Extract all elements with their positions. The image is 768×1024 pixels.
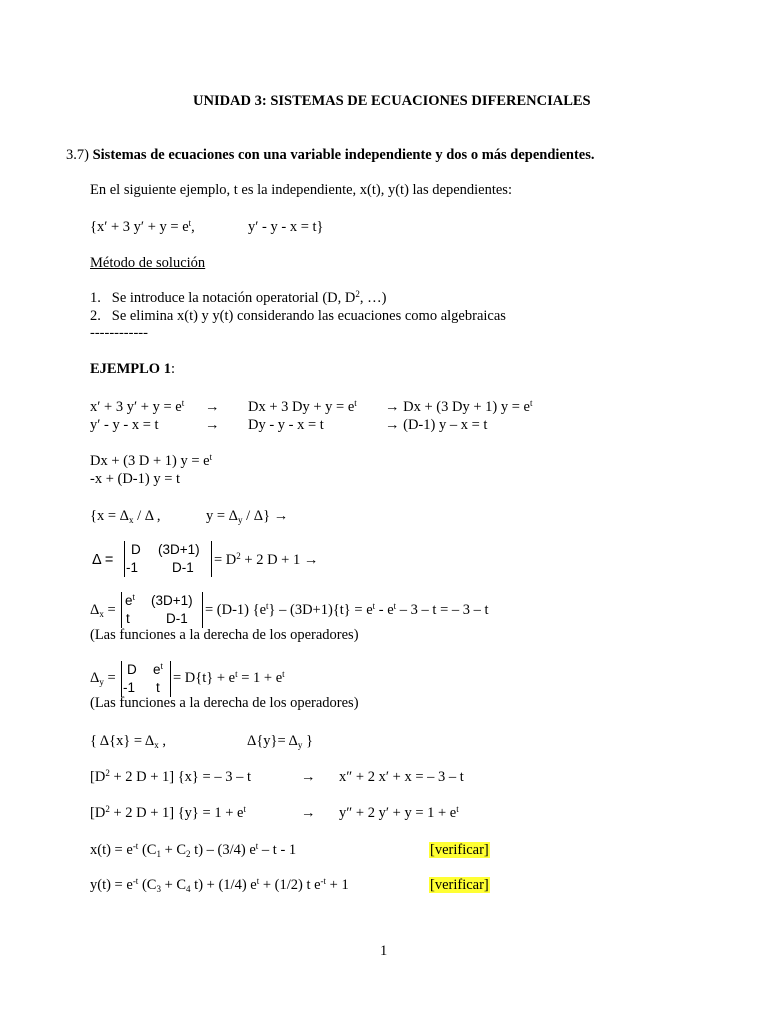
row1-grouped: → Dx + (3 Dy + 1) $y = e^t$: [385, 398, 533, 415]
operator-equation-2: -x + (D-1) y = t: [90, 471, 181, 487]
arrow-icon: →: [205, 417, 220, 433]
cramer-y: $y = \Delta_y / \Delta$} →: [206, 508, 289, 525]
step-1: 1. Se introduce la notación operatorial (D, $D^2$, …): [90, 289, 387, 306]
row1-original: x′ + 3 $y' + y = e^t$: [90, 398, 185, 415]
delta-symbol: Δ =: [92, 552, 114, 568]
cramer-x: {$x = \Delta_x / \Delta$ ,: [90, 508, 161, 525]
arrow-icon: →: [301, 769, 316, 785]
matrix-cell: (3D+1): [158, 542, 200, 557]
verify-badge-y: [verificar]: [430, 877, 489, 893]
arrow-icon: →: [385, 399, 400, 415]
delta-x-matrix: [121, 592, 203, 628]
separator: ------------: [90, 325, 148, 341]
delta-y-label: $\Delta_y$ =: [90, 670, 116, 687]
method-heading: Método de solución: [90, 255, 206, 271]
delta-y-note: (Las funciones a la derecha de los operadores): [90, 695, 359, 711]
row1-operator: Dx + 3 $Dy + y = e^t$: [248, 398, 357, 415]
section-title: Sistemas de ecuaciones con una variable independiente y dos o más dependientes.: [92, 147, 595, 163]
arrow-icon: →: [385, 417, 400, 433]
matrix-cell: D: [131, 542, 141, 557]
arrow-icon: →: [301, 805, 316, 821]
row2-grouped: → (D-1) y – x = t: [385, 417, 488, 433]
system-equation-2: y′ - y - x = t}: [248, 219, 324, 235]
delta-y-result: = $D\{t\} + e^t = 1 + e^t$: [173, 669, 285, 686]
operator-eq-x: [$D^2 + 2$ D + 1] {x} = – 3 – t: [90, 768, 251, 785]
delta-matrix: [124, 541, 212, 577]
section-heading: [66, 147, 595, 164]
example-label: EJEMPLO 1:: [90, 361, 175, 377]
matrix-cell: t: [156, 680, 160, 695]
delta-x-note: (Las funciones a la derecha de los operadores): [90, 627, 359, 643]
summary-x: { $\Delta\{x\} = \Delta_x$ ,: [90, 733, 166, 750]
intro-text: En el siguiente ejemplo, t es la independiente, x(t), y(t) las dependientes:: [90, 182, 512, 198]
solution-y: $y(t) = e^{-t}$ ($C_3 + C_4$ t) + (1/4) $e^t + (1/2)$ t $e^{-t} + 1$: [90, 876, 349, 894]
delta-y-matrix: [121, 661, 171, 697]
page-title: UNIDAD 3: SISTEMAS DE ECUACIONES DIFERENCIALES: [193, 93, 591, 109]
matrix-cell: (3D+1): [151, 593, 193, 608]
operator-equation-1: Dx + (3 D + 1) $y = e^t$: [90, 452, 213, 469]
row2-original: y′ - y - x = t: [90, 417, 159, 433]
delta-x-result: = (D-1) $\{e^t\} - (3D+1)\{t\} = e^t - e^t - 3 - t$ = – 3 – t: [205, 601, 489, 618]
operator-eq-y: [$D^2 + 2$ D + 1] $\{y\} = 1 + e^t$: [90, 804, 246, 821]
matrix-cell: D-1: [172, 560, 194, 575]
arrow-icon: →: [273, 508, 289, 524]
differential-eq-y: y″ + 2 $y' + y = 1 + e^t$: [339, 804, 459, 821]
matrix-cell: $e^t$: [153, 661, 163, 677]
solution-x: $x(t) = e^{-t}$ ($C_1 + C_2$ t) – (3/4) $e^t$ – t - 1: [90, 841, 297, 859]
delta-x-label: $\Delta_x$ =: [90, 602, 116, 619]
matrix-cell: -1: [123, 680, 136, 695]
row2-operator: Dy - y - x = t: [248, 417, 324, 433]
verify-badge-x: [verificar]: [430, 842, 489, 858]
section-number: 3.7): [66, 147, 89, 163]
arrow-icon: →: [303, 552, 319, 568]
matrix-cell: t: [126, 611, 130, 626]
matrix-cell: D: [127, 662, 137, 677]
matrix-cell: -1: [126, 560, 139, 575]
page-number: 1: [380, 943, 388, 959]
arrow-icon: →: [205, 399, 220, 415]
step-2: 2. Se elimina x(t) y y(t) considerando las ecuaciones como algebraicas: [90, 308, 506, 324]
system-equation-1: {x′ + 3 $y' + y = e^t$,: [90, 218, 195, 235]
matrix-cell: D-1: [166, 611, 188, 626]
matrix-cell: $e^t$: [125, 592, 135, 608]
summary-y: $\Delta\{y\}= \Delta_y$ }: [247, 733, 313, 750]
differential-eq-x: x″ + 2 x′ + x = – 3 – t: [339, 769, 464, 785]
delta-result: = $D^2 + 2$ D + 1 →: [214, 551, 319, 568]
